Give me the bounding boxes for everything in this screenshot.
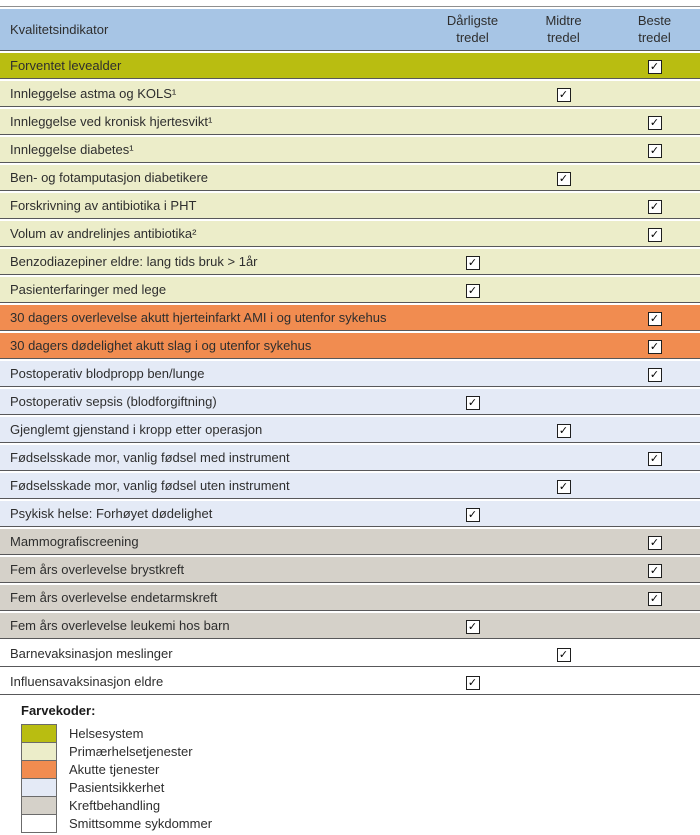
indicator-label: Influensavaksinasjon eldre xyxy=(10,674,164,689)
cell-midtre xyxy=(518,86,609,102)
legend-item-label: Helsesystem xyxy=(69,726,144,741)
indicator-label: Pasienterfaringer med lege xyxy=(10,282,167,297)
cell-beste xyxy=(609,114,700,130)
checked-checkbox: ✓ xyxy=(557,424,571,438)
table-row xyxy=(0,333,700,359)
cell-midtre xyxy=(518,478,609,494)
cell-darligste xyxy=(427,506,518,522)
cell-darligste xyxy=(427,618,518,634)
legend-color-swatch xyxy=(21,796,57,815)
checked-checkbox: ✓ xyxy=(648,116,662,130)
indicator-label: Innleggelse astma og KOLS¹ xyxy=(10,86,177,101)
indicator-label: Ben- og fotamputasjon diabetikere xyxy=(10,170,209,185)
table-header xyxy=(0,9,700,51)
legend-color-swatch xyxy=(21,724,57,743)
cell-beste xyxy=(609,450,700,466)
header-col-beste-line1: Beste xyxy=(637,12,672,28)
table-row xyxy=(0,501,700,527)
table-row xyxy=(0,81,700,107)
header-col-darligste xyxy=(427,13,518,47)
legend-item xyxy=(21,778,700,797)
table-row xyxy=(0,585,700,611)
legend-item-label: Akutte tjenester xyxy=(69,762,160,777)
checked-checkbox: ✓ xyxy=(648,312,662,326)
header-col-darligste-line2: tredel xyxy=(456,29,489,45)
checked-checkbox: ✓ xyxy=(648,564,662,578)
checked-checkbox: ✓ xyxy=(466,396,480,410)
table-row xyxy=(0,137,700,163)
cell-beste xyxy=(609,534,700,550)
indicator-label: Fem års overlevelse endetarmskreft xyxy=(10,590,218,605)
indicator-label: Forskrivning av antibiotika i PHT xyxy=(10,198,197,213)
cell-darligste xyxy=(427,254,518,270)
checked-checkbox: ✓ xyxy=(648,144,662,158)
cell-beste xyxy=(609,338,700,354)
cell-midtre xyxy=(518,646,609,662)
indicator-table-body xyxy=(0,53,700,695)
cell-midtre xyxy=(518,170,609,186)
checked-checkbox: ✓ xyxy=(648,536,662,550)
table-row xyxy=(0,249,700,275)
checked-checkbox: ✓ xyxy=(557,480,571,494)
cell-beste xyxy=(609,366,700,382)
indicator-label: 30 dagers overlevelse akutt hjerteinfarkt AMI i og utenfor sykehus xyxy=(10,310,387,325)
indicator-label: Benzodiazepiner eldre: lang tids bruk > 1år xyxy=(10,254,258,269)
legend-title: Farvekoder: xyxy=(21,703,96,718)
indicator-label: 30 dagers dødelighet akutt slag i og utenfor sykehus xyxy=(10,338,312,353)
legend-color-swatch xyxy=(21,778,57,797)
checked-checkbox: ✓ xyxy=(466,256,480,270)
cell-beste xyxy=(609,226,700,242)
checked-checkbox: ✓ xyxy=(466,620,480,634)
cell-beste xyxy=(609,310,700,326)
legend-item xyxy=(21,814,700,833)
table-row xyxy=(0,669,700,695)
indicator-label: Barnevaksinasjon meslinger xyxy=(10,646,173,661)
cell-beste xyxy=(609,562,700,578)
header-col-midtre-line2: tredel xyxy=(547,29,580,45)
cell-darligste xyxy=(427,282,518,298)
table-row xyxy=(0,473,700,499)
indicator-label: Psykisk helse: Forhøyet dødelighet xyxy=(10,506,213,521)
indicator-label: Mammografiscreening xyxy=(10,534,139,549)
header-col-beste-line2: tredel xyxy=(638,29,671,45)
cell-darligste xyxy=(427,674,518,690)
indicator-label: Fem års overlevelse leukemi hos barn xyxy=(10,618,230,633)
table-row xyxy=(0,529,700,555)
table-row xyxy=(0,221,700,247)
checked-checkbox: ✓ xyxy=(557,88,571,102)
cell-beste xyxy=(609,198,700,214)
table-row xyxy=(0,53,700,79)
table-row xyxy=(0,417,700,443)
table-row xyxy=(0,641,700,667)
checked-checkbox: ✓ xyxy=(648,60,662,74)
indicator-label: Innleggelse diabetes¹ xyxy=(10,142,134,157)
table-row xyxy=(0,557,700,583)
indicator-label: Gjenglemt gjenstand i kropp etter operasjon xyxy=(10,422,263,437)
checked-checkbox: ✓ xyxy=(466,284,480,298)
checked-checkbox: ✓ xyxy=(648,452,662,466)
header-col-midtre xyxy=(518,13,609,47)
checked-checkbox: ✓ xyxy=(648,200,662,214)
indicator-label: Volum av andrelinjes antibiotika² xyxy=(10,226,197,241)
table-row xyxy=(0,445,700,471)
table-row xyxy=(0,389,700,415)
legend-item-label: Kreftbehandling xyxy=(69,798,161,813)
legend-item xyxy=(21,796,700,815)
indicator-label: Fødselsskade mor, vanlig fødsel uten instrument xyxy=(10,478,290,493)
checked-checkbox: ✓ xyxy=(557,648,571,662)
header-col-midtre-line1: Midtre xyxy=(545,12,582,28)
legend-color-swatch xyxy=(21,742,57,761)
checked-checkbox: ✓ xyxy=(466,508,480,522)
indicator-label: Innleggelse ved kronisk hjertesvikt¹ xyxy=(10,114,213,129)
header-col-beste xyxy=(609,13,700,47)
checked-checkbox: ✓ xyxy=(648,368,662,382)
cell-darligste xyxy=(427,394,518,410)
indicator-label: Postoperativ blodpropp ben/lunge xyxy=(10,366,205,381)
legend-item xyxy=(21,742,700,761)
cell-beste xyxy=(609,58,700,74)
indicator-label: Fem års overlevelse brystkreft xyxy=(10,562,185,577)
checked-checkbox: ✓ xyxy=(557,172,571,186)
legend-items xyxy=(21,724,700,833)
checked-checkbox: ✓ xyxy=(648,592,662,606)
legend-item xyxy=(21,760,700,779)
checked-checkbox: ✓ xyxy=(648,228,662,242)
table-row xyxy=(0,361,700,387)
legend-item-label: Smittsomme sykdommer xyxy=(69,816,213,831)
legend-color-swatch xyxy=(21,814,57,833)
legend-item-label: Primærhelsetjenester xyxy=(69,744,193,759)
indicator-label: Forventet levealder xyxy=(10,58,122,73)
table-row xyxy=(0,165,700,191)
header-indicator-label: Kvalitetsindikator xyxy=(10,22,109,37)
cell-beste xyxy=(609,142,700,158)
header-col-darligste-line1: Dårligste xyxy=(446,12,499,28)
checked-checkbox: ✓ xyxy=(648,340,662,354)
table-row xyxy=(0,613,700,639)
table-row xyxy=(0,109,700,135)
legend-item xyxy=(21,724,700,743)
cell-midtre xyxy=(518,422,609,438)
top-divider xyxy=(0,6,700,7)
legend-item-label: Pasientsikkerhet xyxy=(69,780,165,795)
cell-beste xyxy=(609,590,700,606)
indicator-label: Postoperativ sepsis (blodforgiftning) xyxy=(10,394,217,409)
checked-checkbox: ✓ xyxy=(466,676,480,690)
legend-color-swatch xyxy=(21,760,57,779)
legend xyxy=(0,703,700,833)
indicator-label: Fødselsskade mor, vanlig fødsel med instrument xyxy=(10,450,290,465)
table-row xyxy=(0,277,700,303)
table-row xyxy=(0,305,700,331)
table-row xyxy=(0,193,700,219)
